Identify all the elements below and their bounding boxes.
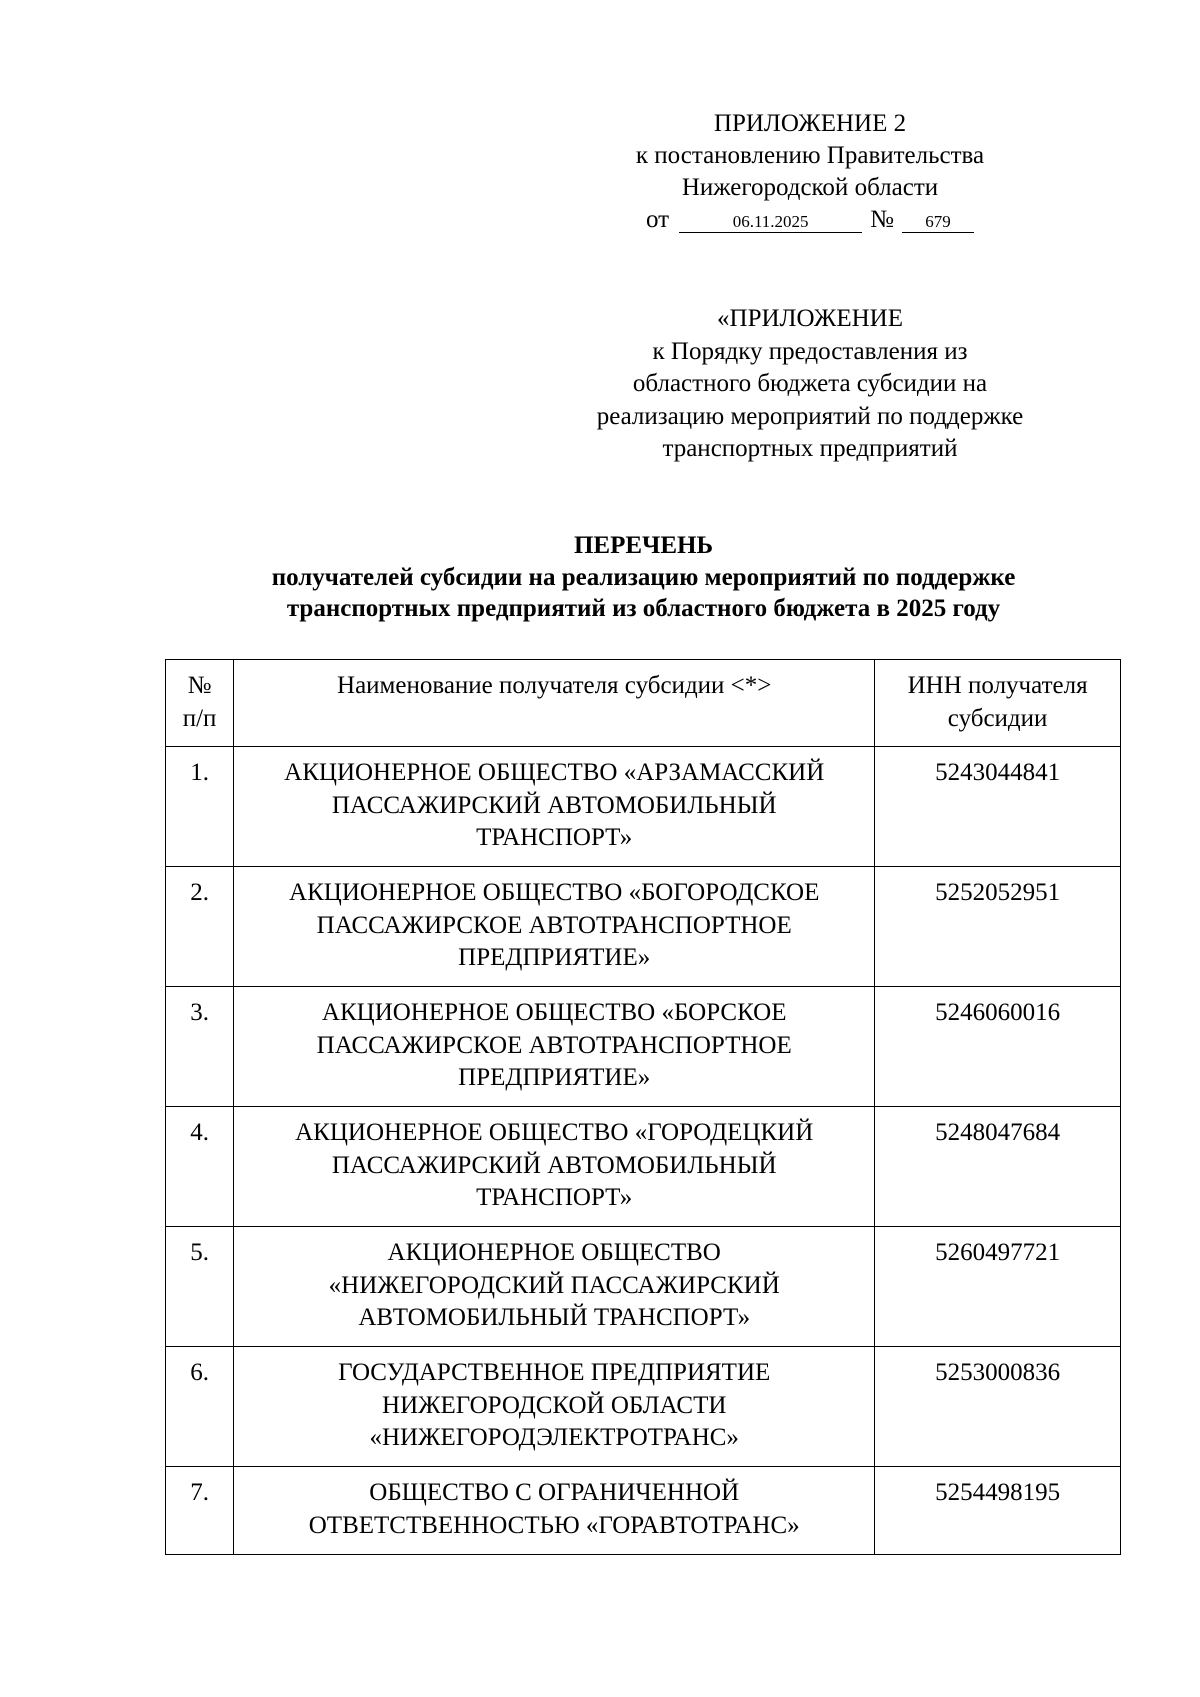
recipient-name-line: ОТВЕТСТВЕННОСТЬЮ «ГОРАВТОТРАНС»	[308, 1511, 800, 1539]
recipient-inn: 5243044841	[875, 747, 1121, 867]
appendix-reference	[540, 303, 1080, 466]
recipient-inn: 5252052951	[875, 867, 1121, 987]
resolution-number: 679	[902, 212, 974, 233]
header-number-abbrev: п/п	[182, 704, 217, 732]
resolution-date: 06.11.2025	[679, 212, 862, 233]
recipient-name	[234, 1227, 875, 1347]
recipient-name-line: ПАССАЖИРСКИЙ АВТОМОБИЛЬНЫЙ	[331, 1151, 777, 1179]
title-subheading-2: транспортных предприятий из областного бюджета в 2025 году	[286, 595, 1001, 622]
recipient-name-line: ПАССАЖИРСКОЕ АВТОТРАНСПОРТНОЕ	[316, 1031, 792, 1059]
recipient-name	[234, 1347, 875, 1467]
recipient-name	[234, 867, 875, 987]
date-prefix: от	[646, 206, 670, 233]
header-inn-label-1: ИНН получателя	[907, 672, 1088, 699]
title-heading: ПЕРЕЧЕНЬ	[573, 532, 714, 559]
recipient-name-line: АКЦИОНЕРНОЕ ОБЩЕСТВО «БОГОРОДСКОЕ	[289, 879, 820, 906]
recipient-name-line: «НИЖЕГОРОДЭЛЕКТРОТРАНС»	[369, 1424, 739, 1451]
recipient-inn: 5254498195	[875, 1467, 1121, 1555]
recipients-table	[165, 659, 1121, 1555]
number-sign: №	[870, 206, 894, 233]
title-subheading-1: получателей субсидии на реализацию мероприятий по поддержке	[271, 563, 1016, 591]
header-inn-column	[875, 660, 1121, 747]
header-date-line	[570, 204, 1050, 236]
header-name-label: Наименование получателя субсидии <*>	[337, 672, 772, 699]
row-number: 6.	[166, 1347, 234, 1467]
recipient-inn: 5248047684	[875, 1107, 1121, 1227]
header-resolution-ref: к постановлению Правительства	[635, 142, 985, 169]
recipient-name	[234, 747, 875, 867]
recipient-name	[234, 987, 875, 1107]
table-row	[166, 1467, 1121, 1555]
header-number-column	[166, 660, 234, 747]
row-number: 5.	[166, 1227, 234, 1347]
appendix-line-2: к Порядку предоставления из	[652, 337, 968, 365]
document-title	[166, 530, 1121, 625]
row-number: 1.	[166, 747, 234, 867]
recipient-name-line: АКЦИОНЕРНОЕ ОБЩЕСТВО «БОРСКОЕ	[321, 999, 787, 1026]
resolution-header	[570, 108, 1050, 236]
table-row	[166, 1227, 1121, 1347]
appendix-line-3: областного бюджета субсидии на	[632, 370, 988, 397]
recipient-name-line: ГОСУДАРСТВЕННОЕ ПРЕДПРИЯТИЕ	[338, 1359, 771, 1386]
recipient-name-line: АВТОМОБИЛЬНЫЙ ТРАНСПОРТ»	[358, 1304, 751, 1331]
table-header-row	[166, 660, 1121, 747]
header-appendix-number: ПРИЛОЖЕНИЕ 2	[713, 110, 907, 137]
table-row	[166, 867, 1121, 987]
recipient-name-line: АКЦИОНЕРНОЕ ОБЩЕСТВО	[387, 1239, 721, 1266]
row-number: 3.	[166, 987, 234, 1107]
table-row	[166, 987, 1121, 1107]
recipient-name-line: ОБЩЕСТВО С ОГРАНИЧЕННОЙ	[369, 1479, 740, 1506]
appendix-line-1: «ПРИЛОЖЕНИЕ	[717, 305, 903, 332]
recipient-name-line: ТРАНСПОРТ»	[476, 1184, 633, 1211]
recipient-name	[234, 1467, 875, 1555]
header-name-column	[234, 660, 875, 747]
table-row	[166, 1107, 1121, 1227]
table-row	[166, 747, 1121, 867]
recipient-name-line: АКЦИОНЕРНОЕ ОБЩЕСТВО «ГОРОДЕЦКИЙ	[295, 1119, 814, 1146]
recipient-name-line: НИЖЕГОРОДСКОЙ ОБЛАСТИ	[382, 1391, 727, 1419]
recipient-name-line: ПРЕДПРИЯТИЕ»	[458, 1064, 651, 1091]
recipient-name-line: ПАССАЖИРСКИЙ АВТОМОБИЛЬНЫЙ	[331, 791, 777, 819]
recipient-name-line: ТРАНСПОРТ»	[476, 824, 633, 851]
recipient-inn: 5246060016	[875, 987, 1121, 1107]
appendix-line-5: транспортных предприятий	[662, 435, 958, 462]
recipient-name-line: «НИЖЕГОРОДСКИЙ ПАССАЖИРСКИЙ	[328, 1271, 780, 1299]
row-number: 2.	[166, 867, 234, 987]
header-inn-label-2: субсидии	[947, 704, 1048, 732]
appendix-line-4: реализацию мероприятий по поддержке	[596, 402, 1024, 430]
recipient-name-line: ПРЕДПРИЯТИЕ»	[458, 944, 651, 971]
recipient-inn: 5260497721	[875, 1227, 1121, 1347]
header-region: Нижегородской области	[681, 174, 939, 201]
recipient-inn: 5253000836	[875, 1347, 1121, 1467]
row-number: 4.	[166, 1107, 234, 1227]
recipient-name	[234, 1107, 875, 1227]
recipient-name-line: ПАССАЖИРСКОЕ АВТОТРАНСПОРТНОЕ	[316, 911, 792, 939]
row-number: 7.	[166, 1467, 234, 1555]
header-number-sign: №	[187, 672, 212, 699]
table-row	[166, 1347, 1121, 1467]
recipient-name-line: АКЦИОНЕРНОЕ ОБЩЕСТВО «АРЗАМАССКИЙ	[284, 759, 825, 786]
